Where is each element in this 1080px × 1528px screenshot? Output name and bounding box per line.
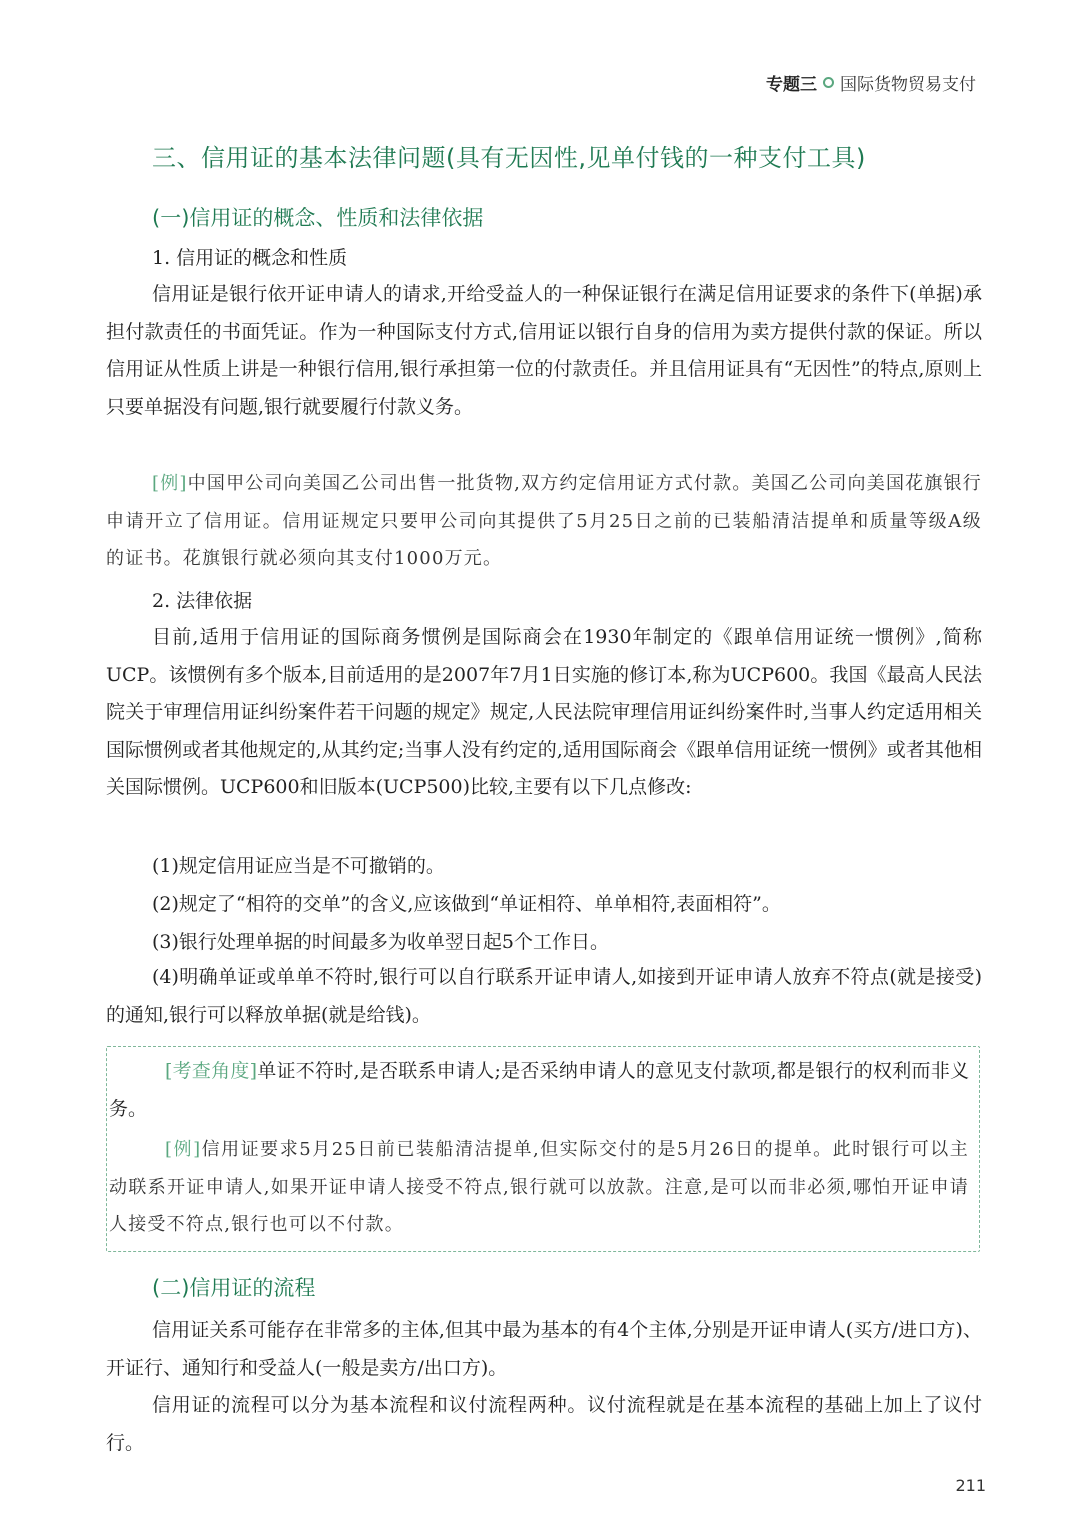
exam-angle-callout xyxy=(106,1046,980,1252)
example-text: 中国甲公司向美国乙公司出售一批货物,双方约定信用证方式付款。美国乙公司向美国花旗银行申请开立了信用证。信用证规定只要甲公司向其提供了5月25日之前的已装船清洁提单和质量等级A级的证书。花旗银行就必须向其支付1000万元。 xyxy=(106,473,982,569)
circle-separator-icon xyxy=(823,77,834,88)
paragraph-parties: 信用证关系可能存在非常多的主体,但其中最为基本的有4个主体,分别是开证申请人(买方/进口方)、开证行、通知行和受益人(一般是卖方/出口方)。 xyxy=(106,1319,982,1379)
callout-example xyxy=(107,1131,981,1244)
exam-angle-text xyxy=(107,1053,981,1128)
page-number: 211 xyxy=(955,1476,986,1495)
paragraph-legal-basis: 目前,适用于信用证的国际商务惯例是国际商会在1930年制定的《跟单信用证统一惯例》,简称UCP。该惯例有多个版本,目前适用的是2007年7月1日实施的修订本,称为UCP600。我国《最高人民法院关于审理信用证纠纷案件若干问题的规定》规定,人民法院审理信用证纠纷案件时,当事人约定适用相关国际惯例或者其他规定的,从其约定;当事人没有约定的,适用国际商会《跟单信用证统一惯例》或者其他相关国际惯例。UCP600和旧版本(UCP500)比较,主要有以下几点修改: xyxy=(106,626,982,798)
header-topic: 专题三 xyxy=(766,75,817,95)
item-title-1: 1. 信用证的概念和性质 xyxy=(152,247,348,269)
header-title: 国际货物贸易支付 xyxy=(840,75,976,95)
callout-example-tag: [例] xyxy=(165,1139,202,1160)
list-item: (1)规定信用证应当是不可撤销的。 xyxy=(152,855,445,877)
paragraph-flow: 信用证的流程可以分为基本流程和议付流程两种。议付流程就是在基本流程的基础上加上了议付行。 xyxy=(106,1394,982,1454)
callout-example-body: 信用证要求5月25日前已装船清洁提单,但实际交付的是5月26日的提单。此时银行可以主动联系开证申请人,如果开证申请人接受不符点,银行就可以放款。注意,是可以而非必须,哪怕开证申请人接受不符点,银行也可以不付款。 xyxy=(109,1139,969,1235)
list-item: (2)规定了“相符的交单”的含义,应该做到“单证相符、单单相符,表面相符”。 xyxy=(152,893,781,915)
list-item: (3)银行处理单据的时间最多为收单翌日起5个工作日。 xyxy=(152,931,610,953)
list-item-4: (4)明确单证或单单不符时,银行可以自行联系开证申请人,如接到开证申请人放弃不符点(就是接受)的通知,银行可以释放单据(就是给钱)。 xyxy=(106,966,982,1026)
exam-angle-body: 单证不符时,是否联系申请人;是否采纳申请人的意见支付款项,都是银行的权利而非义务。 xyxy=(109,1060,970,1120)
subsection-title-1: (一)信用证的概念、性质和法律依据 xyxy=(152,206,484,230)
subsection-title-2: (二)信用证的流程 xyxy=(152,1276,316,1300)
running-header xyxy=(766,70,976,95)
item-title-2: 2. 法律依据 xyxy=(152,590,253,612)
example-block-1 xyxy=(106,465,982,578)
example-tag: [例] xyxy=(152,473,188,494)
paragraph-concept: 信用证是银行依开证申请人的请求,开给受益人的一种保证银行在满足信用证要求的条件下(单据)承担付款责任的书面凭证。作为一种国际支付方式,信用证以银行自身的信用为卖方提供付款的保证。所以信用证从性质上讲是一种银行信用,银行承担第一位的付款责任。并且信用证具有“无因性”的特点,原则上只要单据没有问题,银行就要履行付款义务。 xyxy=(106,283,982,418)
section-title: 三、信用证的基本法律问题(具有无因性,见单付钱的一种支付工具) xyxy=(152,144,866,172)
exam-angle-tag: [考查角度] xyxy=(165,1060,258,1082)
